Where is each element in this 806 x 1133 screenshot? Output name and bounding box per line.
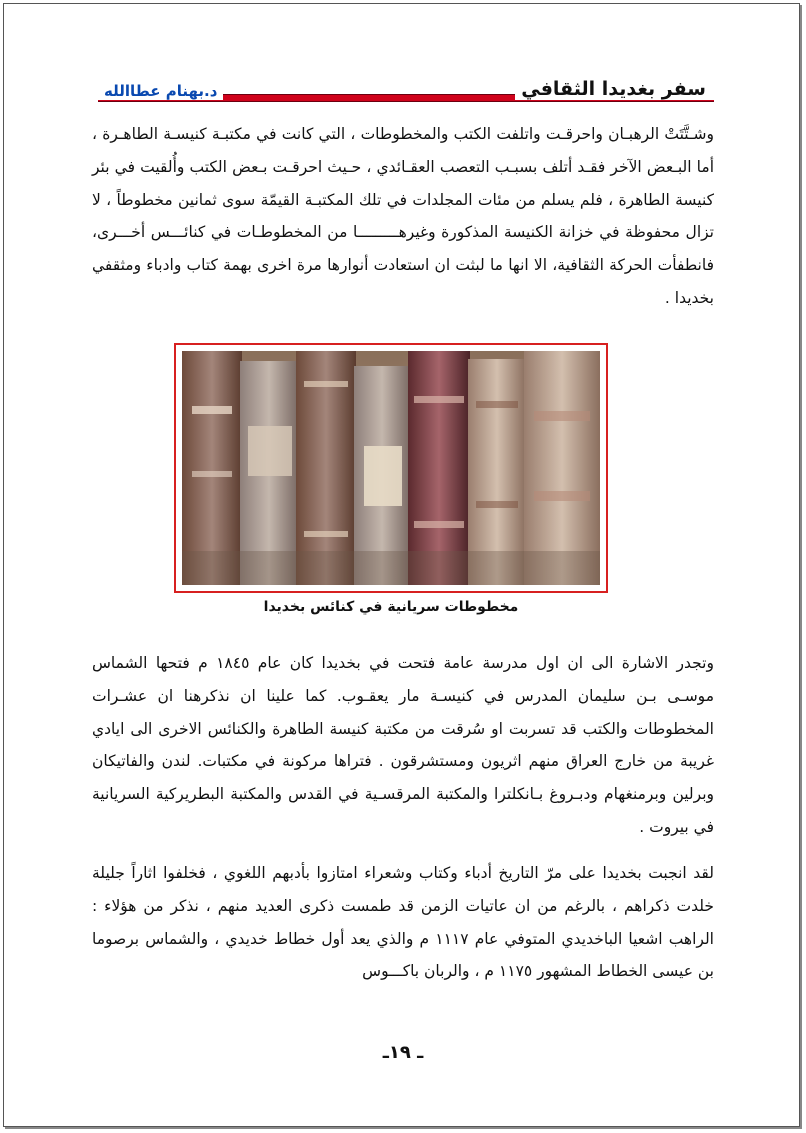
- manuscripts-photo: [174, 343, 608, 593]
- manuscripts-illustration: [182, 351, 600, 585]
- paragraph-1: وشـتَّتَتْ الرهبـان واحرقـت واتلفت الكتب والمخطوطات ، التي كانت في مكتبـة كنيسـة الطاهـرة ، أما البـعض الآخر فقـد أتلف بسبـب التعصب العقـائدي ، حـيث احرقـت بـعض الكتب وأُلقيت في بئر كنيسة الطاهرة ، فلم يسلم من مئات المجلدات في تلك المكتبـة القيمّة سوى ثمانين مخطوطاً ، لا تزال محفوظة في خزانة الكنيسة المذكورة وغيرهـــــــــا من المخطوطـات في كنائـــس أخـــرى، فانطفأت الحركة الثقافية، الا انها ما لبثت ان استعادت أنوارها مرة اخرى بهمة كتاب وادباء ومثقفي بخديدا .: [92, 125, 714, 307]
- paragraph-3: لقد انجبت بخديدا على مرّ التاريخ أدباء وكتاب وشعراء امتازوا بأدبهم اللغوي ، فخلفوا اثاراً جليلة خلدت ذكراهم ، بالرغم من ان عاتيات الزمن قد طمست ذكرى العديد منهم ، نذكر من هؤلاء : الراهب اشعيا الباخديدي المتوفي عام ١١١٧ م والذي يعد أول خطاط خديدي ، والشماس برصوما بن عيسى الخطاط المشهور ١١٧٥ م ، والربان باكـــوس: [92, 864, 714, 981]
- author-name: د.بهنام عطاالله: [98, 82, 223, 100]
- paragraph-2: وتجدر الاشارة الى ان اول مدرسة عامة فتحت في بخديدا كان عام ١٨٤٥ م فتحها الشماس موسـى بـن سليمان المدرس في كنيسـة مار يعقـوب. كما علينا ان نذكرهنا ان عشـرات المخطوطات والكتب قد تسربت او سُرقت من مكتبة كنيسة الطاهرة والكنائس الاخرى الى ايادي غريبة من خارج العراق منهم اثريون ومستشرقون . فتراها مركونة في مكتبات. لندن والفاتيكان وبرلين وبرمنغهام ودبـروغ بـانكلترا والمكتبة المرقسـية في القدس والمكتبة البطريركية السريانية في بيروت .: [92, 654, 714, 836]
- page-header: [98, 80, 714, 108]
- book-title: سفر بغديدا الثقافي: [515, 78, 714, 100]
- figure-caption: مخطوطات سريانية في كنائس بخديدا: [263, 599, 519, 615]
- page-number: ـ ١٩ـ: [382, 1042, 424, 1063]
